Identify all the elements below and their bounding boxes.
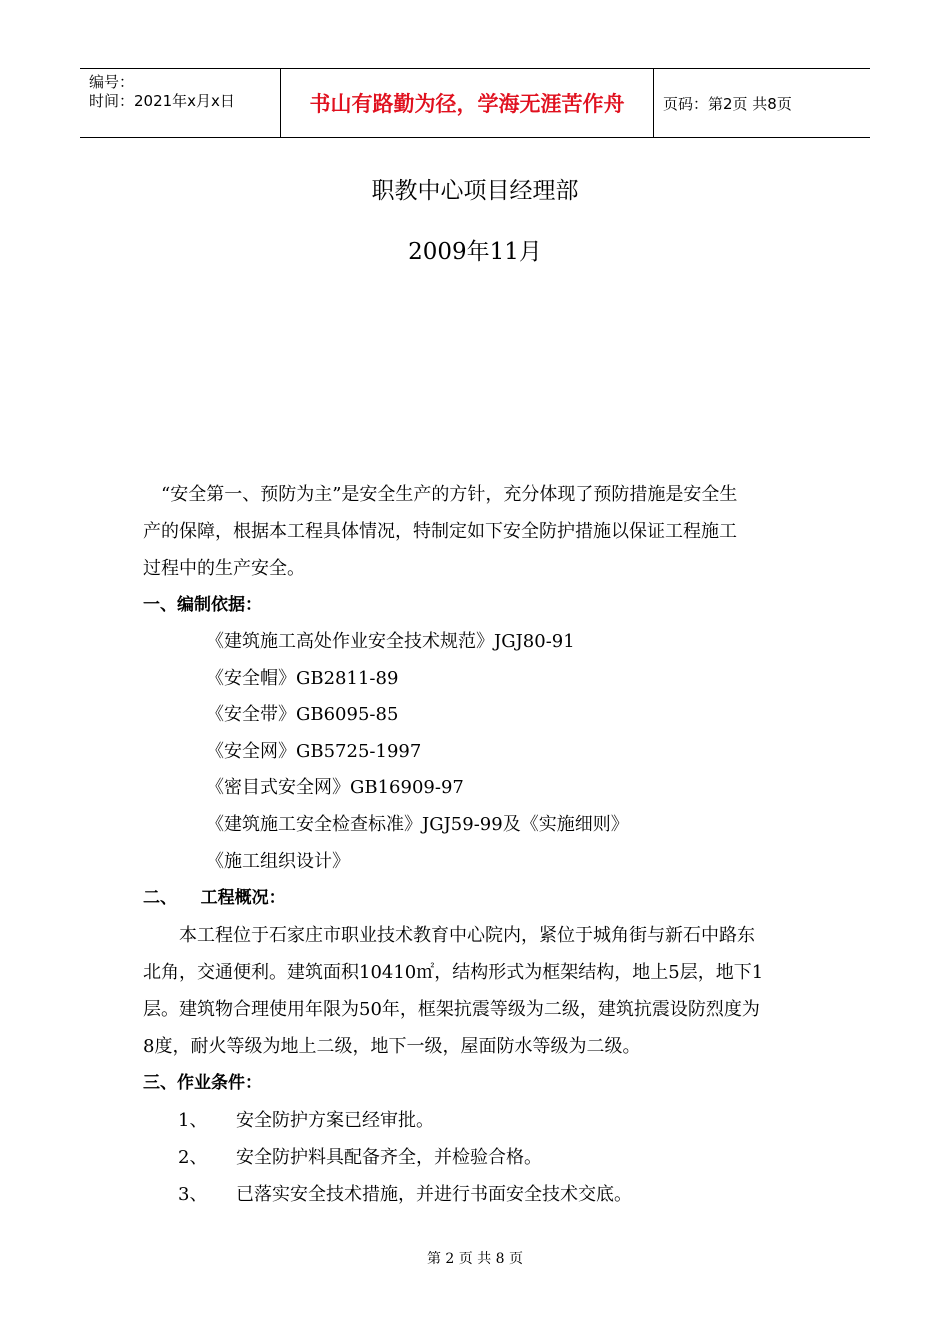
overview-line-2: 北角，交通便利。建筑面积10410㎡，结构形式为框架结构，地上5层，地下1 (143, 962, 764, 984)
ref-item: 《建筑施工安全检查标准》JGJ59-99及《实施细则》 (206, 813, 629, 835)
ref-item: 《建筑施工高处作业安全技术规范》JGJ80-91 (206, 631, 575, 652)
header-table (80, 68, 870, 138)
document-body (143, 476, 808, 1213)
intro-line-1: “安全第一、预防为主”是安全生产的方针，充分体现了预防措施是安全生 (161, 484, 738, 505)
condition-text: 已落实安全技术措施，并进行书面安全技术交底。 (236, 1184, 632, 1206)
ref-item: 《密目式安全网》GB16909-97 (206, 777, 464, 799)
condition-item (143, 1102, 808, 1139)
condition-number: 3、 (178, 1184, 208, 1206)
overview-line-3: 层。建筑物合理使用年限为50年，框架抗震等级为二级，建筑抗震设防烈度为 (143, 999, 760, 1021)
date-title: 2009年11月 (408, 239, 542, 265)
ref-item: 《安全带》GB6095-85 (206, 704, 399, 726)
header-motto: 书山有路勤为径，学海无涯苦作舟 (281, 69, 654, 137)
header-meta (80, 69, 281, 137)
condition-item (143, 1139, 808, 1176)
page-footer: 第 2 页 共 8 页 (426, 1251, 524, 1267)
section3-heading: 三、作业条件： (143, 1073, 262, 1094)
condition-text: 安全防护料具配备齐全，并检验合格。 (236, 1147, 542, 1169)
condition-item (143, 1176, 808, 1213)
header-number: 编号： (89, 73, 135, 91)
section1-heading: 一、编制依据： (143, 595, 262, 615)
overview-line-1: 本工程位于石家庄市职业技术教育中心院内，紧位于城角街与新石中路东 (179, 925, 755, 947)
condition-number: 2、 (178, 1147, 208, 1169)
ref-item: 《安全网》GB5725-1997 (206, 740, 422, 762)
intro-line-2: 产的保障，根据本工程具体情况，特制定如下安全防护措施以保证工程施工 (143, 521, 737, 542)
org-title: 职教中心项目经理部 (371, 178, 579, 204)
section2-heading: 二、 工程概况： (143, 888, 286, 909)
intro-line-3: 过程中的生产安全。 (143, 558, 305, 579)
condition-number: 1、 (178, 1110, 208, 1132)
header-page-info: 页码：第2页 共8页 (663, 94, 792, 113)
header-time: 时间：2021年x月x日 (89, 92, 235, 110)
condition-text: 安全防护方案已经审批。 (236, 1110, 434, 1132)
ref-item: 《安全帽》GB2811-89 (206, 667, 399, 689)
ref-item: 《施工组织设计》 (206, 850, 350, 872)
overview-line-4: 8度，耐火等级为地上二级，地下一级，屋面防水等级为二级。 (143, 1036, 641, 1058)
